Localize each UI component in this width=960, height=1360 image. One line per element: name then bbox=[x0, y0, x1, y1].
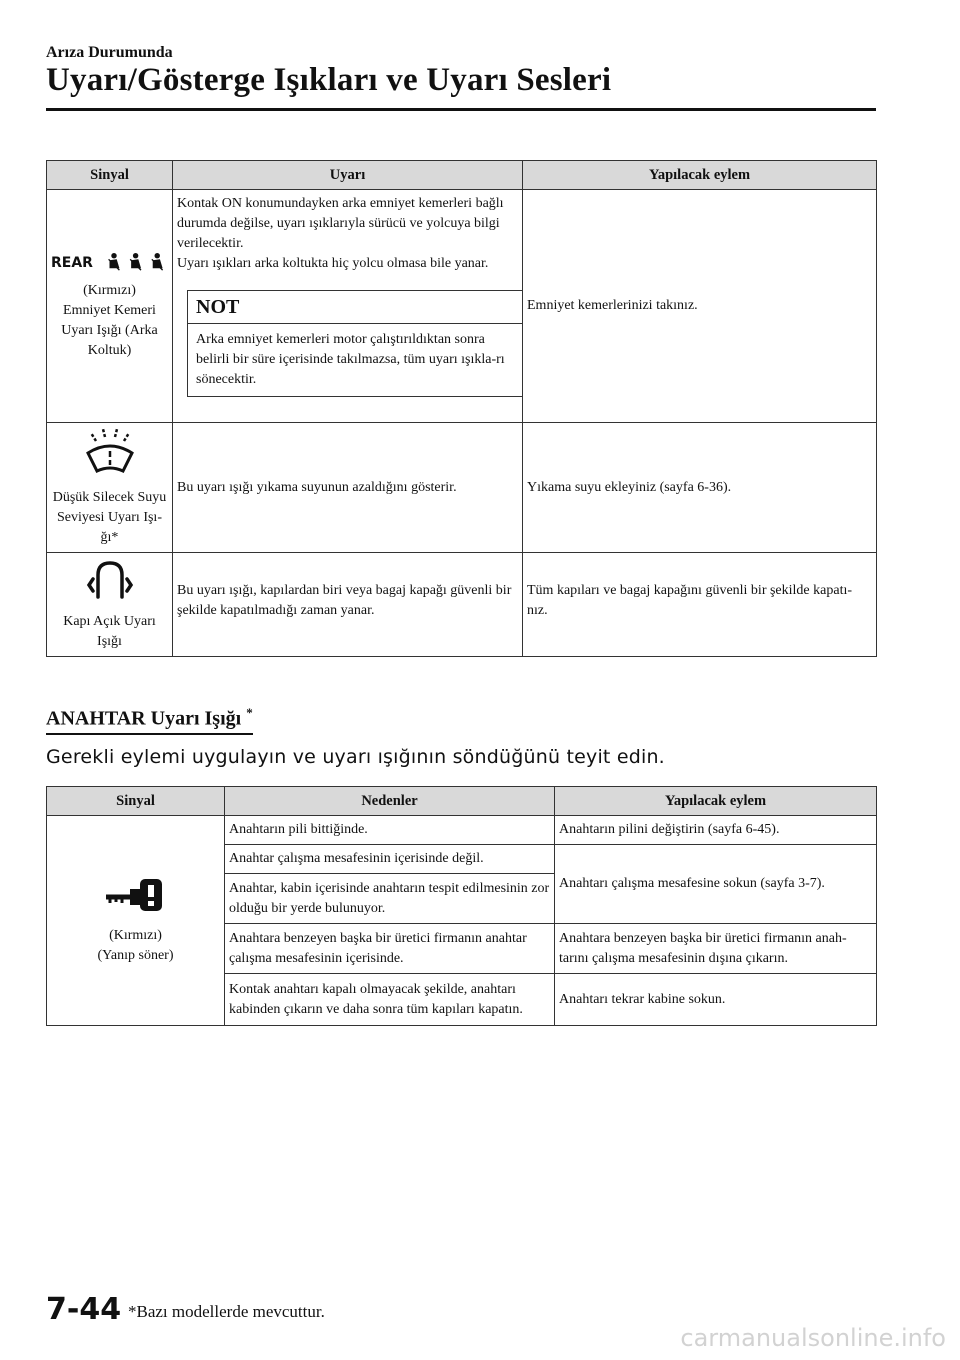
warning-text: Kontak ON konumundayken arka emniyet kemerleri bağlı durumda değilse, uyarı ışıklarıyla sürücü ve yolcuya bilgi verilecektir. bbox=[177, 196, 504, 251]
signal-label: Kapı Açık Uyarı Işığı bbox=[63, 614, 156, 649]
table-row bbox=[47, 423, 877, 553]
header-causes: Nedenler bbox=[225, 787, 555, 816]
action-cell: Tüm kapıları ve bagaj kapağını güvenli bir şekilde kapatı-nız. bbox=[523, 553, 877, 657]
header-action: Yapılacak eylem bbox=[523, 161, 877, 190]
table-header-row bbox=[47, 787, 877, 816]
key-warning-icon bbox=[104, 875, 168, 915]
table-row bbox=[47, 816, 877, 845]
key-warning-table bbox=[46, 786, 877, 1026]
note-box bbox=[187, 290, 523, 397]
warning-cell: Bu uyarı ışığı yıkama suyunun azaldığını gösterir. bbox=[173, 423, 523, 553]
note-body: Arka emniyet kemerleri motor çalıştırıldıktan sonra belirli bir süre içerisinde takılmazsa, tüm uyarı ışıkla-rı sönecektir. bbox=[196, 332, 505, 387]
action-cell: Anahtarın pilini değiştirin (sayfa 6-45). bbox=[555, 816, 877, 845]
title-rule bbox=[46, 108, 876, 111]
signal-label: (Kırmızı) (Yanıp söner) bbox=[97, 928, 174, 963]
cause-cell: Anahtar, kabin içerisinde anahtarın tespit edilmesinin zor olduğu bir yerde bulunuyor. bbox=[225, 874, 555, 924]
page-title: Uyarı/Gösterge Işıkları ve Uyarı Sesleri bbox=[46, 62, 612, 98]
signal-cell bbox=[47, 190, 173, 423]
footnote: *Bazı modellerde mevcuttur. bbox=[128, 1302, 325, 1321]
section-intro: Gerekli eylemi uygulayın ve uyarı ışığının söndüğünü teyit edin. bbox=[46, 746, 665, 768]
warning-lights-table bbox=[46, 160, 877, 657]
header-action: Yapılacak eylem bbox=[555, 787, 877, 816]
action-cell: Anahtarı tekrar kabine sokun. bbox=[555, 974, 877, 1026]
section-label: Arıza Durumunda bbox=[46, 44, 173, 61]
action-cell: Yıkama suyu ekleyiniz (sayfa 6-36). bbox=[523, 423, 877, 553]
note-heading: NOT bbox=[188, 291, 522, 324]
action-cell: Emniyet kemerlerinizi takınız. bbox=[523, 190, 877, 423]
cause-cell: Anahtarın pili bittiğinde. bbox=[225, 816, 555, 845]
door-open-icon bbox=[85, 557, 135, 601]
cause-cell: Kontak anahtarı kapalı olmayacak şekilde, anahtarı kabinden çıkarın ve daha sonra tüm kapıları kapatın. bbox=[225, 974, 555, 1026]
header-warning: Uyarı bbox=[173, 161, 523, 190]
rear-label: REAR bbox=[51, 255, 93, 271]
table-header-row bbox=[47, 161, 877, 190]
page-number: 7-44 bbox=[46, 1292, 122, 1327]
warning-extra-text: Uyarı ışıkları arka koltukta hiç yolcu olmasa bile yanar. bbox=[177, 256, 489, 271]
header-signal: Sinyal bbox=[47, 787, 225, 816]
signal-cell bbox=[47, 423, 173, 553]
cause-cell: Anahtar çalışma mesafesinin içerisinde değil. bbox=[225, 845, 555, 874]
seatbelt-figures bbox=[105, 251, 168, 273]
action-cell: Anahtarı çalışma mesafesine sokun (sayfa 3-7). bbox=[555, 845, 877, 924]
warning-cell bbox=[173, 190, 523, 423]
signal-label: Düşük Silecek Suyu Seviyesi Uyarı Işı- ğı* bbox=[52, 490, 167, 545]
action-cell: Anahtara benzeyen başka bir üretici firmanın anah-tarını çalışma mesafesinin dışına çıkarın. bbox=[555, 924, 877, 974]
rear-seatbelt-icon bbox=[51, 251, 168, 273]
signal-label: (Kırmızı) Emniyet Kemeri Uyarı Işığı (Arka Koltuk) bbox=[61, 283, 158, 358]
cause-cell: Anahtara benzeyen başka bir üretici firmanın anahtar çalışma mesafesinin içerisinde. bbox=[225, 924, 555, 974]
watermark: carmanualsonline.info bbox=[680, 1324, 946, 1352]
washer-fluid-icon bbox=[83, 427, 137, 477]
signal-cell bbox=[47, 553, 173, 657]
signal-cell bbox=[47, 816, 225, 1026]
table-row bbox=[47, 190, 877, 423]
table-row bbox=[47, 553, 877, 657]
warning-cell: Bu uyarı ışığı, kapılardan biri veya bagaj kapağı güvenli bir şekilde kapatılmadığı zaman yanar. bbox=[173, 553, 523, 657]
header-signal: Sinyal bbox=[47, 161, 173, 190]
section-heading: ANAHTAR Uyarı Işığı * bbox=[46, 705, 253, 735]
